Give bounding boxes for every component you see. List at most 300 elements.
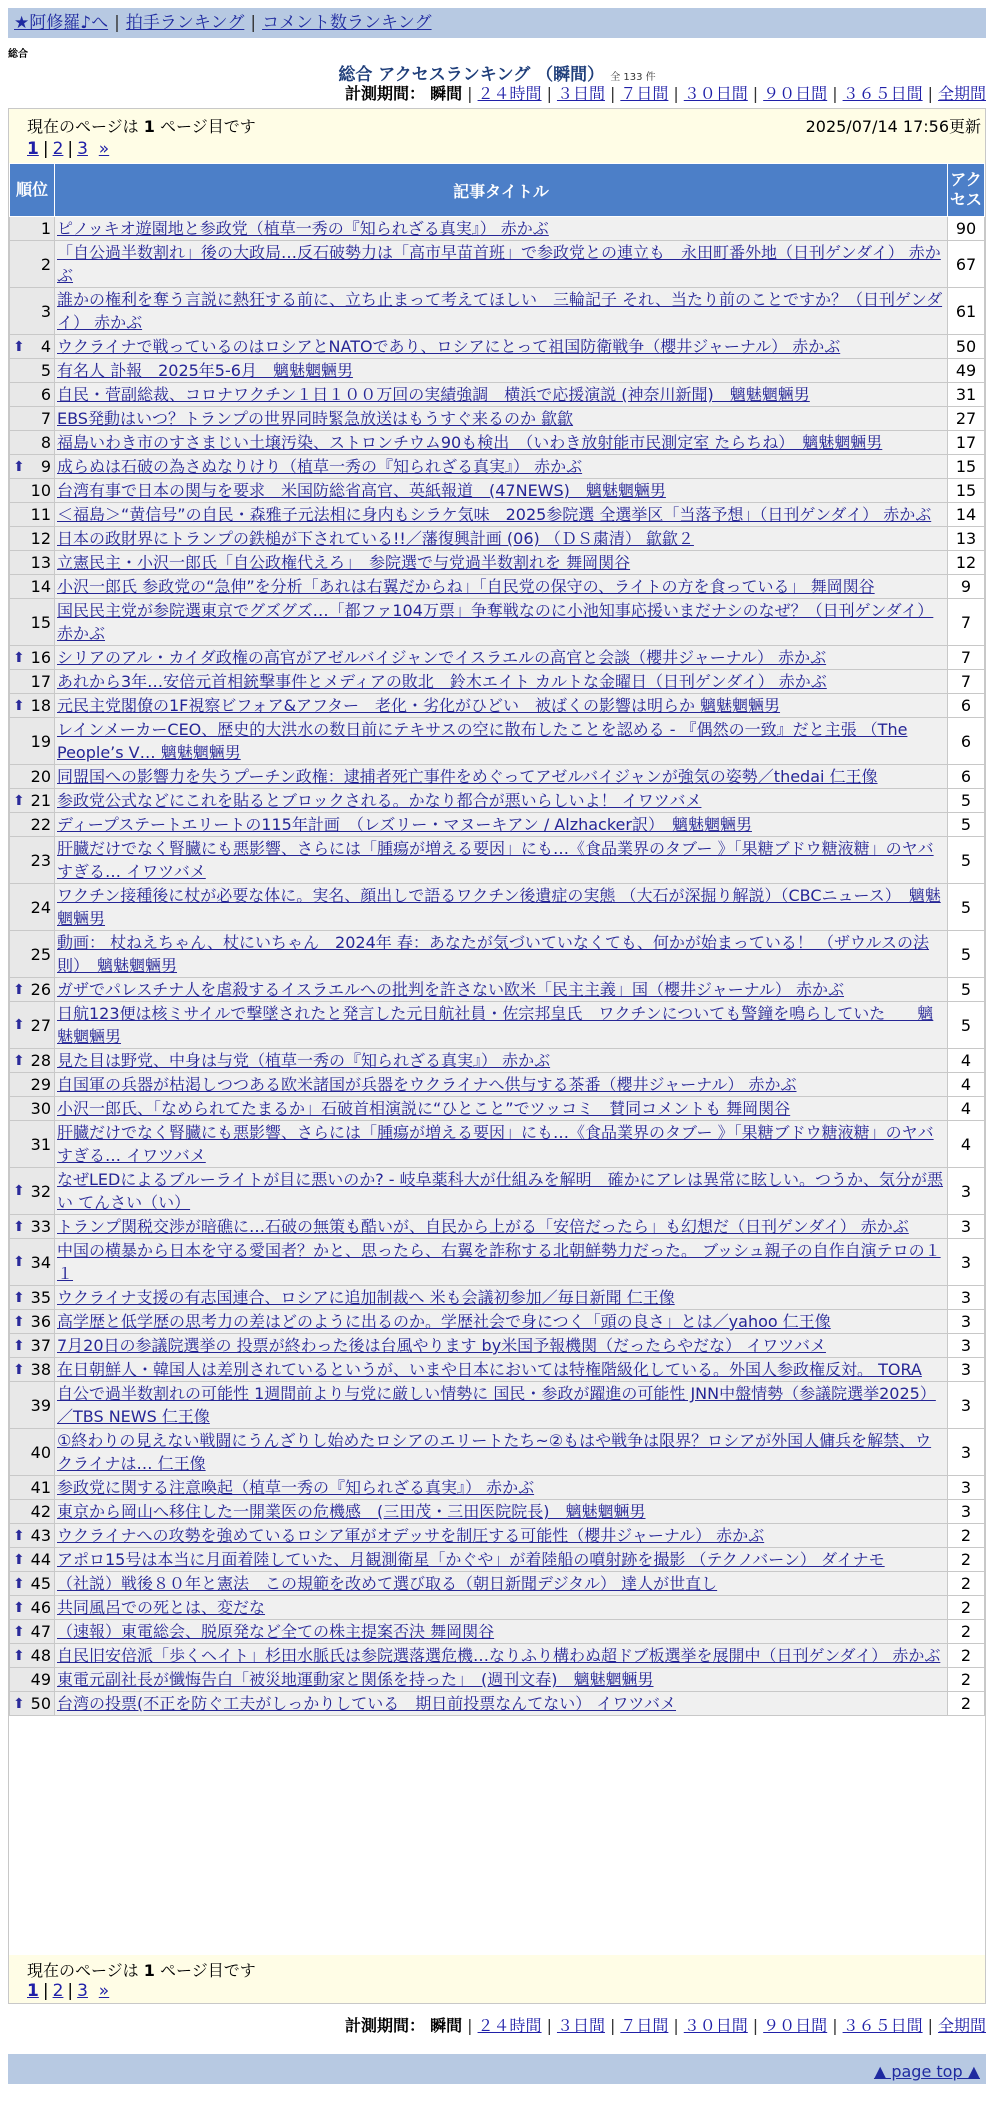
title-cell (55, 1073, 948, 1097)
access-count: 3 (948, 1476, 985, 1500)
rank-cell (10, 359, 55, 383)
rank-number: 36 (30, 1312, 51, 1331)
period-current: 瞬間 (430, 84, 463, 103)
table-row (10, 1476, 985, 1500)
page-3-link-bottom[interactable]: 3 (77, 1981, 88, 2001)
rank-number: 43 (30, 1526, 51, 1545)
rank-number: 49 (30, 1670, 51, 1689)
article-title-link[interactable]: 高学歴と低学歴の思考力の差はどのように出るのか。学歴社会で身につく「頭の良さ」とは／yahoo 仁王像 (57, 1312, 831, 1331)
rank-cell (10, 1620, 55, 1644)
table-row (10, 1358, 985, 1382)
title-cell (55, 646, 948, 670)
rank-up-arrow-icon: ⬆ (13, 1623, 25, 1640)
article-title-link[interactable]: 台湾有事で日本の関与を要求 米国防総省高官、英紙報道 (47NEWS) 魑魅魍魎男 (57, 481, 666, 500)
title-cell (55, 765, 948, 789)
page-info-top (9, 109, 985, 163)
rank-cell (10, 1382, 55, 1429)
rank-up-arrow-icon: ⬆ (13, 981, 25, 998)
article-title-link[interactable]: 参政党に関する注意喚起（植草一秀の『知られざる真実』） 赤かぶ (57, 1478, 535, 1497)
rank-number: 7 (40, 409, 51, 428)
rank-cell (10, 1049, 55, 1073)
title-cell (55, 1500, 948, 1524)
article-title-link[interactable]: 共同風呂での死とは、変だな (57, 1598, 266, 1617)
table-row (10, 503, 985, 527)
access-count: 9 (948, 575, 985, 599)
table-row (10, 1668, 985, 1692)
period-7d-link-bottom[interactable]: ７日間 (620, 2016, 669, 2035)
rank-cell (10, 1500, 55, 1524)
access-count: 5 (948, 884, 985, 931)
article-title-link[interactable]: 元民主党閣僚の1F視察ビフォア&アフター 老化・劣化がひどい 被ばくの影響は明らか 魑魅魍魎男 (57, 696, 781, 715)
rank-cell (10, 670, 55, 694)
rank-cell (10, 407, 55, 431)
access-count: 2 (948, 1572, 985, 1596)
access-count: 2 (948, 1668, 985, 1692)
article-title-link[interactable]: 参政党公式などにこれを貼るとブロックされる。かなり都合が悪いらしいよ！ イワツバメ (57, 791, 702, 810)
nav-link-comment-ranking[interactable]: コメント数ランキング (262, 13, 432, 33)
table-row (10, 1548, 985, 1572)
article-title-link[interactable]: 立憲民主・小沢一郎氏「自公政権代えろ」 参院選で与党過半数割れを 舞岡関谷 (57, 553, 631, 572)
table-row (10, 1334, 985, 1358)
page-info-bottom (9, 1955, 985, 2003)
table-row (10, 383, 985, 407)
title-cell (55, 1358, 948, 1382)
article-title-link[interactable]: 日航123便は核ミサイルで撃墜されたと発言した元日航社員・佐宗邦皇氏 ワクチンについても警鐘を鳴らしていた 魑魅魍魎男 (57, 1004, 934, 1046)
rank-number: 25 (30, 944, 51, 964)
title-cell (55, 1382, 948, 1429)
rank-cell (10, 978, 55, 1002)
article-title-link[interactable]: 在日朝鮮人・韓国人は差別されているというが、いまや日本においては特権階級化している。外国人参政権反対。 TORA (57, 1360, 922, 1379)
title-cell (55, 1215, 948, 1239)
rank-number: 20 (30, 767, 51, 786)
title-cell (55, 670, 948, 694)
table-row (10, 1620, 985, 1644)
page-1-link-bottom[interactable]: 1 (27, 1981, 39, 2001)
article-title-link[interactable]: 成らぬは石破の為さぬなりけり（植草一秀の『知られざる真実』） 赤かぶ (57, 457, 583, 476)
rank-number: 3 (40, 301, 51, 321)
title-cell (55, 884, 948, 931)
table-row (10, 765, 985, 789)
rank-number: 38 (30, 1360, 51, 1379)
rank-cell (10, 241, 55, 288)
period-90d-link[interactable]: ９０日間 (763, 84, 828, 103)
access-count: 3 (948, 1429, 985, 1476)
period-3d-link[interactable]: ３日間 (556, 84, 605, 103)
rank-number: 47 (30, 1622, 51, 1641)
nav-link-home[interactable]: ★阿修羅♪へ (14, 13, 109, 33)
table-row (10, 694, 985, 718)
article-title-link[interactable]: 「自公過半数割れ」後の大政局…反石破勢力は「高市早苗首班」で参政党との連立も 永田町番外地（日刊ゲンダイ） 赤かぶ (57, 243, 941, 285)
table-row (10, 931, 985, 978)
rank-number: 13 (30, 553, 51, 572)
title-cell (55, 1168, 948, 1215)
page-1-link[interactable]: 1 (27, 139, 39, 159)
access-count: 2 (948, 1620, 985, 1644)
section-tag: 総合 (8, 49, 28, 60)
article-title-link[interactable]: 福島いわき市のすさまじい土壌汚染、ストロンチウム90も検出 （いわき放射能市民測定室 たらちね） 魑魅魍魎男 (57, 433, 883, 452)
rank-cell (10, 455, 55, 479)
table-row (10, 575, 985, 599)
table-row (10, 884, 985, 931)
rank-number: 42 (30, 1502, 51, 1521)
rank-cell (10, 1310, 55, 1334)
title-cell (55, 718, 948, 765)
title-cell (55, 1429, 948, 1476)
article-title-link[interactable]: 台湾の投票(不正を防ぐ工夫がしっかりしている 期日前投票なんてない） イワツバメ (57, 1694, 677, 1713)
table-row (10, 646, 985, 670)
rank-cell (10, 1286, 55, 1310)
period-selector-bottom: 計測期間： 瞬間 | ２４時間 | ３日間 | ７日間 | ３０日間 | ９０日間 | ３６５日間 | 全期間 (345, 2016, 986, 2035)
rank-number: 34 (30, 1252, 51, 1272)
rank-number: 41 (30, 1478, 51, 1497)
table-row (10, 479, 985, 503)
rank-up-arrow-icon: ⬆ (13, 1551, 25, 1568)
access-count: 90 (948, 217, 985, 241)
table-row (10, 1073, 985, 1097)
rank-number: 23 (30, 850, 51, 870)
title-cell (55, 241, 948, 288)
title-cell (55, 503, 948, 527)
rank-cell (10, 1476, 55, 1500)
article-title-link[interactable]: 東電元副社長が懺悔告白「被災地運動家と関係を持った」 (週刊文春) 魑魅魍魎男 (57, 1670, 654, 1689)
title-cell (55, 1596, 948, 1620)
rank-cell (10, 1121, 55, 1168)
period-90d-link-bottom[interactable]: ９０日間 (763, 2016, 828, 2035)
rank-cell (10, 575, 55, 599)
table-row (10, 217, 985, 241)
article-title-link[interactable]: 肝臓だけでなく腎臓にも悪影響、さらには「腫瘍が増える要因」にも…《食品業界のタブー 》「果糖ブドウ糖液糖」のヤバすぎる… イワツバメ (57, 1123, 934, 1165)
article-title-link[interactable]: （速報）東電総会、脱原発など全ての株主提案否決 舞岡関谷 (57, 1622, 495, 1641)
article-title-link[interactable]: 見た目は野党、中身は与党（植草一秀の『知られざる真実』） 赤かぶ (57, 1051, 551, 1070)
article-title-link[interactable]: 自公で過半数割れの可能性 1週間前より与党に厳しい情勢に 国民・参政が躍進の可能性 JNN中盤情勢（参議院選挙2025）／TBS NEWS 仁王像 (57, 1384, 936, 1426)
access-count: 3 (948, 1500, 985, 1524)
rank-cell (10, 288, 55, 335)
article-title-link[interactable]: アポロ15号は本当に月面着陸していた、月観測衛星「かぐや」が着陸船の噴射跡を撮影 （テクノバーン） ダイナモ (57, 1550, 885, 1569)
rank-cell (10, 383, 55, 407)
access-count: 49 (948, 359, 985, 383)
access-count: 31 (948, 383, 985, 407)
access-count: 4 (948, 1097, 985, 1121)
rank-number: 19 (30, 731, 51, 751)
access-count: 3 (948, 1286, 985, 1310)
rank-up-arrow-icon: ⬆ (13, 1527, 25, 1544)
rank-number: 18 (30, 696, 51, 715)
access-count: 5 (948, 837, 985, 884)
article-title-link[interactable]: 自国軍の兵器が枯渇しつつある欧米諸国が兵器をウクライナへ供与する茶番（櫻井ジャーナル） 赤かぶ (57, 1075, 797, 1094)
rank-cell (10, 789, 55, 813)
article-title-link[interactable]: レインメーカーCEO、歴史的大洪水の数日前にテキサスの空に散布したことを認める - 『偶然の一致』だと主張 （The People’s V… 魑魅魍魎男 (57, 720, 908, 762)
title-cell (55, 1049, 948, 1073)
ranking-table (9, 163, 985, 1716)
title-cell (55, 551, 948, 575)
rank-cell (10, 1572, 55, 1596)
rank-up-arrow-icon: ⬆ (13, 1599, 25, 1616)
rank-up-arrow-icon: ⬆ (13, 1183, 25, 1199)
rank-number: 31 (30, 1134, 51, 1154)
access-count: 4 (948, 1073, 985, 1097)
title-cell (55, 575, 948, 599)
rank-up-arrow-icon: ⬆ (13, 1361, 25, 1378)
rank-number: 50 (30, 1694, 51, 1713)
article-title-link[interactable]: ディープステートエリートの115年計画 （レズリー・マヌーキアン / Alzhacker訳） 魑魅魍魎男 (57, 815, 752, 834)
table-row (10, 551, 985, 575)
rank-up-arrow-icon: ⬆ (13, 1017, 25, 1033)
access-count: 6 (948, 694, 985, 718)
rank-cell (10, 837, 55, 884)
rank-number: 9 (40, 457, 51, 476)
rank-cell (10, 1073, 55, 1097)
top-nav: ★阿修羅♪へ | 拍手ランキング | コメント数ランキング (8, 8, 986, 38)
article-title-link[interactable]: なぜLEDによるブルーライトが目に悪いのか? - 岐阜薬科大が仕組みを解明 確かにアレは異常に眩しい。つうか、気分が悪い てんさい（い） (57, 1170, 944, 1212)
rank-up-arrow-icon: ⬆ (13, 649, 25, 666)
page-title (0, 60, 994, 85)
access-count: 2 (948, 1548, 985, 1572)
article-title-link[interactable]: 小沢一郎氏 参政党の“急伸”を分析「あれは右翼だからね」「自民党の保守の、ライトの方を食っている」 舞岡関谷 (57, 577, 875, 596)
table-row (10, 1310, 985, 1334)
table-row (10, 837, 985, 884)
rank-cell (10, 551, 55, 575)
rank-number: 29 (30, 1075, 51, 1094)
rank-cell (10, 599, 55, 646)
rank-up-arrow-icon: ⬆ (13, 1218, 25, 1235)
access-count: 13 (948, 527, 985, 551)
title-cell (55, 217, 948, 241)
access-count: 67 (948, 241, 985, 288)
title-cell (55, 359, 948, 383)
table-row (10, 1500, 985, 1524)
article-title-link[interactable]: 有名人 訃報 2025年5-6月 魑魅魍魎男 (57, 361, 353, 380)
title-cell (55, 1310, 948, 1334)
rank-number: 4 (40, 337, 51, 356)
pagination-bottom: 1 | 2 | 3 » (27, 1981, 110, 2001)
rank-cell (10, 1358, 55, 1382)
title-cell (55, 599, 948, 646)
article-title-link[interactable]: 自民・菅副総裁、コロナワクチン１日１００万回の実績強調 横浜で応援演説 (神奈川新聞) 魑魅魍魎男 (57, 385, 810, 404)
title-cell (55, 1002, 948, 1049)
rank-number: 33 (30, 1217, 51, 1236)
rank-number: 46 (30, 1598, 51, 1617)
table-row (10, 241, 985, 288)
article-title-link[interactable]: 誰かの権利を奪う言説に熱狂する前に、立ち止まって考えてほしい 三輪記子 それ、当たり前のことですか？（日刊ゲンダイ） 赤かぶ (57, 290, 943, 332)
table-row (10, 359, 985, 383)
article-title-link[interactable]: ピノッキオ遊園地と参政党（植草一秀の『知られざる真実』） 赤かぶ (57, 219, 549, 238)
access-count: 61 (948, 288, 985, 335)
article-title-link[interactable]: ①終わりの見えない戦闘にうんざりし始めたロシアのエリートたち~②もはや戦争は限界？ロシアが外国人傭兵を解禁、ウクライナは… 仁王像 (57, 1431, 932, 1473)
table-row (10, 1596, 985, 1620)
access-count: 3 (948, 1358, 985, 1382)
table-row (10, 335, 985, 359)
title-cell (55, 1286, 948, 1310)
table-row (10, 1429, 985, 1476)
rank-up-arrow-icon: ⬆ (13, 1337, 25, 1354)
table-row (10, 1239, 985, 1286)
rank-number: 8 (40, 433, 51, 452)
title-cell (55, 789, 948, 813)
table-row (10, 1002, 985, 1049)
period-30d-link-bottom[interactable]: ３０日間 (683, 2016, 748, 2035)
table-row (10, 1382, 985, 1429)
article-title-link[interactable]: 小沢一郎氏、「なめられてたまるか」石破首相演説に“ひとこと”でツッコミ 賛同コメントも 舞岡関谷 (57, 1099, 791, 1118)
rank-cell (10, 479, 55, 503)
article-title-link[interactable]: ウクライナで戦っているのはロシアとNATOであり、ロシアにとって祖国防衛戦争（櫻井ジャーナル） 赤かぶ (57, 337, 841, 356)
article-title-link[interactable]: EBS発動はいつ？トランプの世界同時緊急放送はもうすぐ来るのか 歙歙 (57, 409, 574, 428)
title-cell (55, 1572, 948, 1596)
table-row (10, 789, 985, 813)
access-count: 3 (948, 1310, 985, 1334)
rank-number: 2 (40, 254, 51, 274)
access-count: 3 (948, 1215, 985, 1239)
nav-link-applause-ranking[interactable]: 拍手ランキング (125, 13, 245, 33)
rank-number: 14 (30, 577, 51, 596)
header-title: 記事タイトル (55, 164, 948, 217)
access-count: 3 (948, 1334, 985, 1358)
rank-cell (10, 527, 55, 551)
article-title-link[interactable]: 同盟国への影響力を失うプーチン政権：逮捕者死亡事件をめぐってアゼルバイジャンが強気の姿勢／thedai 仁王像 (57, 767, 878, 786)
total-count: 全 133 件 (610, 72, 656, 83)
access-count: 12 (948, 551, 985, 575)
page-2-link-bottom[interactable]: 2 (52, 1981, 64, 2001)
period-current-bottom: 瞬間 (430, 2016, 463, 2035)
access-count: 2 (948, 1524, 985, 1548)
rank-cell (10, 646, 55, 670)
period-365d-link[interactable]: ３６５日間 (842, 84, 923, 103)
title-cell (55, 1334, 948, 1358)
period-24h-link[interactable]: ２４時間 (477, 84, 542, 103)
page-top-link[interactable]: ▲ page top ▲ (873, 2062, 980, 2081)
period-selector-top: 計測期間： 瞬間 | ２４時間 | ３日間 | ７日間 | ３０日間 | ９０日間 | ３６５日間 | 全期間 (345, 84, 986, 103)
table-row (10, 455, 985, 479)
next-page-link[interactable]: » (98, 139, 110, 159)
title-cell (55, 813, 948, 837)
access-count: 7 (948, 646, 985, 670)
bottom-bar (8, 2054, 986, 2084)
article-title-link[interactable]: （社説）戦後８０年と憲法 この規範を改めて選び取る（朝日新聞デジタル） 達人が世直し (57, 1574, 718, 1593)
rank-up-arrow-icon: ⬆ (13, 1289, 25, 1306)
header-rank: 順位 (10, 164, 55, 217)
article-title-link[interactable]: 日本の政財界にトランプの鉄槌が下されている!!／藩復興計画 (06) （ＤＳ粛清） 歙歙２ (57, 529, 694, 548)
table-row (10, 527, 985, 551)
article-title-link[interactable]: ワクチン接種後に杖が必要な体に。実名、顔出しで語るワクチン後遺症の実態 （大石が深掘り解説）（CBCニュース） 魑魅魍魎男 (57, 886, 941, 928)
table-row (10, 1692, 985, 1716)
table-row (10, 288, 985, 335)
title-cell (55, 978, 948, 1002)
period-365d-link-bottom[interactable]: ３６５日間 (842, 2016, 923, 2035)
access-count: 5 (948, 813, 985, 837)
article-title-link[interactable]: 7月20日の参議院選挙の 投票が終わった後は台風やります by米国予報機関（だったらやだな） イワツバメ (57, 1336, 826, 1355)
table-row (10, 407, 985, 431)
rank-cell (10, 1429, 55, 1476)
article-title-link[interactable]: 自民旧安倍派「歩くヘイト」杉田水脈氏は参院選落選危機…なりふり構わぬ超ドブ板選挙を展開中（日刊ゲンダイ） 赤かぶ (57, 1646, 941, 1665)
period-7d-link[interactable]: ７日間 (620, 84, 669, 103)
rank-cell (10, 931, 55, 978)
article-title-link[interactable]: 東京から岡山へ移住した一開業医の危機感 (三田茂・三田医院院長) 魑魅魍魎男 (57, 1502, 646, 1521)
rank-up-arrow-icon: ⬆ (13, 792, 25, 809)
article-title-link[interactable]: 国民民主党が参院選東京でグズグズ…「都ファ104万票」争奪戦なのに小池知事応援いまだナシのなぜ？（日刊ゲンダイ） 赤かぶ (57, 601, 934, 643)
period-all-link[interactable]: 全期間 (937, 84, 986, 103)
article-title-link[interactable]: ウクライナへの攻勢を強めているロシア軍がオデッサを制圧する可能性（櫻井ジャーナル） 赤かぶ (57, 1526, 765, 1545)
rank-cell (10, 1596, 55, 1620)
period-24h-link-bottom[interactable]: ２４時間 (477, 2016, 542, 2035)
access-count: 2 (948, 1692, 985, 1716)
table-row (10, 1121, 985, 1168)
pagination-top: 1 | 2 | 3 » (27, 139, 110, 159)
article-title-link[interactable]: 肝臓だけでなく腎臓にも悪影響、さらには「腫瘍が増える要因」にも…《食品業界のタブー 》「果糖ブドウ糖液糖」のヤバすぎる… イワツバメ (57, 839, 934, 881)
period-30d-link[interactable]: ３０日間 (683, 84, 748, 103)
rank-up-arrow-icon: ⬆ (13, 1313, 25, 1330)
ranking-title: 総合 アクセスランキング （瞬間） (338, 65, 605, 85)
article-title-link[interactable]: ウクライナ支援の有志国連合、ロシアに追加制裁へ 米も会議初参加／毎日新聞 仁王像 (57, 1288, 675, 1307)
article-title-link[interactable]: トランプ関税交渉が暗礁に…石破の無策も酷いが、自民から上がる「安倍だったら」も幻想だ（日刊ゲンダイ） 赤かぶ (57, 1217, 909, 1236)
rank-number: 40 (30, 1442, 51, 1462)
title-cell (55, 1692, 948, 1716)
table-row (10, 978, 985, 1002)
rank-cell (10, 813, 55, 837)
rank-cell (10, 884, 55, 931)
rank-cell (10, 1334, 55, 1358)
rank-number: 10 (30, 481, 51, 500)
access-count: 4 (948, 1049, 985, 1073)
rank-cell (10, 335, 55, 359)
rank-number: 27 (30, 1015, 51, 1035)
title-cell (55, 694, 948, 718)
page-3-link[interactable]: 3 (77, 139, 88, 159)
rank-cell (10, 1097, 55, 1121)
period-label-bottom: 計測期間： (345, 2016, 426, 2035)
rank-cell (10, 1548, 55, 1572)
article-title-link[interactable]: シリアのアル・カイダ政権の高官がアゼルバイジャンでイスラエルの高官と会談（櫻井ジャーナル） 赤かぶ (57, 648, 827, 667)
next-page-link-bottom[interactable]: » (98, 1981, 110, 2001)
period-all-link-bottom[interactable]: 全期間 (937, 2016, 986, 2035)
title-cell (55, 335, 948, 359)
article-title-link[interactable]: ＜福島＞“黄信号”の自民・森雅子元法相に身内もシラケ気味 2025参院選 全選挙区「当落予想」（日刊ゲンダイ） 赤かぶ (57, 505, 932, 524)
article-title-link[interactable]: あれから3年…安倍元首相銃撃事件とメディアの敗北 鈴木エイト カルトな金曜日（日刊ゲンダイ） 赤かぶ (57, 672, 827, 691)
rank-cell (10, 1239, 55, 1286)
table-row (10, 670, 985, 694)
rank-number: 35 (30, 1288, 51, 1307)
page-2-link[interactable]: 2 (52, 139, 64, 159)
article-title-link[interactable]: ガザでパレスチナ人を虐殺するイスラエルへの批判を許さない欧米「民主主義」国（櫻井ジャーナル） 赤かぶ (57, 980, 845, 999)
access-count: 5 (948, 931, 985, 978)
rank-cell (10, 1668, 55, 1692)
access-count: 3 (948, 1168, 985, 1215)
rank-cell (10, 765, 55, 789)
rank-number: 22 (30, 815, 51, 834)
access-count: 2 (948, 1644, 985, 1668)
period-3d-link-bottom[interactable]: ３日間 (556, 2016, 605, 2035)
table-row (10, 431, 985, 455)
rank-number: 32 (30, 1181, 51, 1201)
access-count: 6 (948, 765, 985, 789)
title-cell (55, 383, 948, 407)
table-row (10, 599, 985, 646)
article-title-link[interactable]: 動画： 杖ねえちゃん、杖にいちゃん 2024年 春：あなたが気づいていなくても、何かが始まっている！ （ザウルスの法則） 魑魅魍魎男 (57, 933, 929, 975)
access-count: 27 (948, 407, 985, 431)
rank-cell (10, 1215, 55, 1239)
title-cell (55, 407, 948, 431)
rank-up-arrow-icon: ⬆ (13, 1254, 25, 1270)
rank-cell (10, 503, 55, 527)
access-count: 15 (948, 479, 985, 503)
rank-number: 30 (30, 1099, 51, 1118)
rank-number: 16 (30, 648, 51, 667)
title-cell (55, 1097, 948, 1121)
article-title-link[interactable]: 中国の横暴から日本を守る愛国者？かと、思ったら、右翼を詐称する北朝鮮勢力だった。 ブッシュ親子の自作自演テロの１１ (57, 1241, 941, 1283)
rank-up-arrow-icon: ⬆ (13, 1052, 25, 1069)
table-row (10, 1286, 985, 1310)
rank-cell (10, 1692, 55, 1716)
header-access: アクセス (948, 164, 985, 217)
table-row (10, 1097, 985, 1121)
